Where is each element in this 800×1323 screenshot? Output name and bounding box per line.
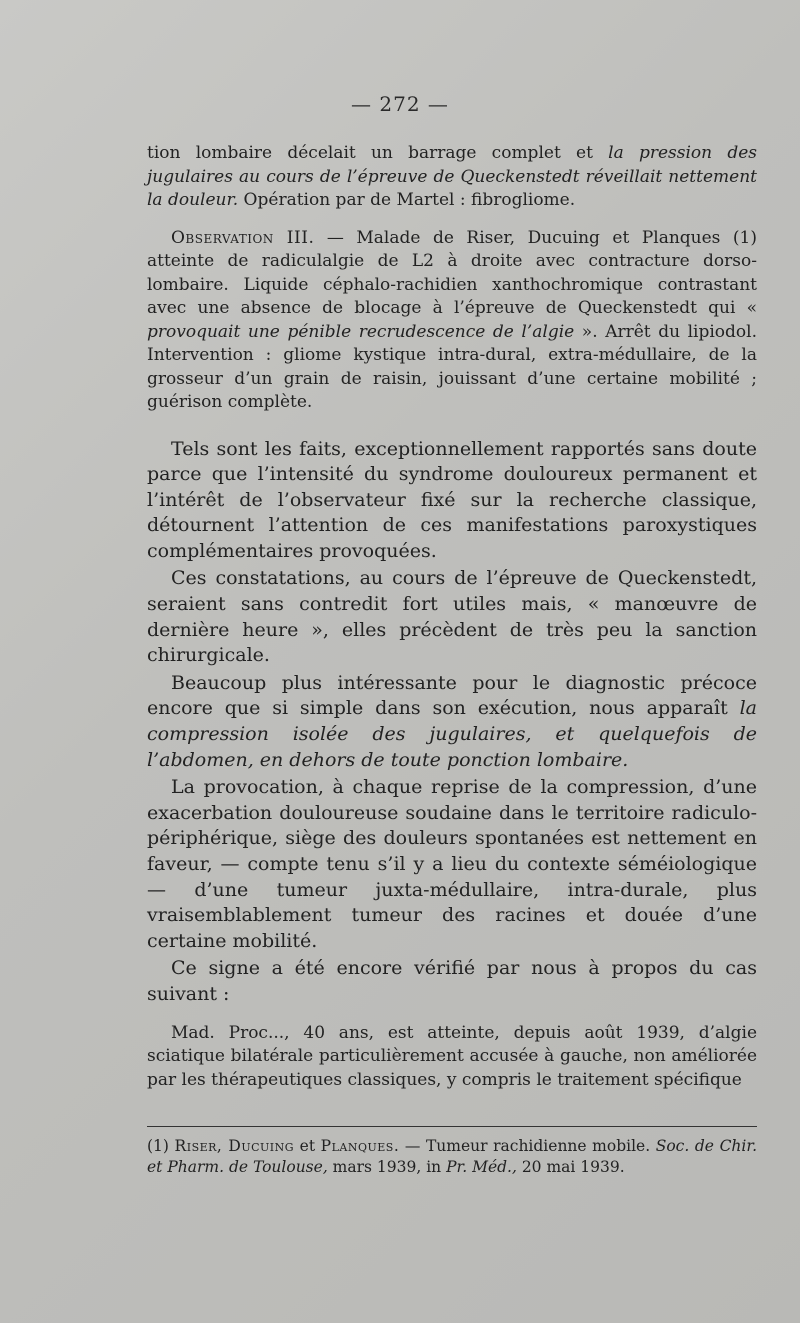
text-run: mars 1939, in (327, 1158, 447, 1176)
text-run: 20 mai 1939. (516, 1158, 625, 1176)
observation-heading: Observation III. (171, 227, 315, 248)
text-run: tion lombaire décelait un barrage complet et (147, 143, 609, 163)
paragraph (147, 775, 757, 954)
text-run: ». Arrêt du lipiodol. Intervention : gliome kystique intra-dural, extra-médullaire, de la grosseur d’un grain de raisin, jouissant d’une certaine mobilité ; guérison complète. (147, 321, 758, 412)
paragraph (147, 671, 757, 773)
italic-run: la compression isolée des jugulaires, et quelquefois de l’abdomen, en dehors de toute ponction lombaire. (147, 697, 757, 771)
paragraph (147, 142, 757, 213)
body-text (147, 142, 757, 1092)
italic-run: provoquait une pénible recrudescence de l’algie (147, 321, 575, 342)
text-run: Mad. Proc..., 40 ans, est atteinte, depuis août 1939, d’algie sciatique bilatérale particulièrement accusée à gauche, non améliorée par les thérapeutiques classiques, y compris le traitement spécifique (147, 1022, 757, 1090)
text-run: — Malade de Riser, Ducuing et Planques (1) atteinte de radiculalgie de L2 à droite avec contracture dorso-lombaire. Liquide céphalo-rachidien xanthochromique contrastant avec une absence de blocage à l’épreuve de Queckenstedt qui « (147, 227, 757, 318)
author-names: Planques. (320, 1137, 400, 1155)
paragraph (147, 956, 757, 1007)
text-run: — Tumeur rachidienne mobile. (399, 1137, 656, 1155)
paragraph (147, 437, 757, 565)
text-run: et (294, 1137, 321, 1155)
text-run: Ces constatations, au cours de l’épreuve de Queckenstedt, seraient sans contredit fort utiles mais, « manœuvre de dernière heure », elles précèdent de très peu la sanction chirurgicale. (147, 567, 757, 667)
author-names: Riser, Ducuing (174, 1137, 295, 1155)
paragraph-observation (147, 227, 757, 415)
journal-name: Pr. Méd., (446, 1158, 517, 1176)
text-run: La provocation, à chaque reprise de la compression, d’une exacerbation douloureuse soudaine dans le territoire radiculo-périphérique, siège des douleurs spontanées est nettement en faveur, — compte tenu s’il y a lieu du contexte séméiologique — d’une tumeur juxta-médullaire, intra-durale, plus vraisemblablement tumeur des racines et douée d’une certaine mobilité. (147, 776, 757, 952)
italic-run: la pression des jugulaires au cours de l’épreuve de Queckenstedt réveillait nettement la douleur. (147, 143, 757, 210)
paragraph-case (147, 1022, 757, 1093)
footnote-marker: (1) (147, 1137, 175, 1155)
page-number: — 272 — (351, 92, 449, 116)
journal-name: Soc. de Chir. et Pharm. de Toulouse, (147, 1137, 757, 1176)
footnote-rule (147, 1126, 757, 1127)
footnote (147, 1136, 757, 1178)
text-run: Ce signe a été encore vérifié par nous à propos du cas suivant : (147, 957, 757, 1005)
text-run: Beaucoup plus intéressante pour le diagnostic précoce encore que si simple dans son exécution, nous apparaît (147, 671, 757, 720)
text-run: Opération par de Martel : fibrogliome. (238, 190, 576, 210)
paragraph (147, 566, 757, 668)
text-run: Tels sont les faits, exceptionnellement rapportés sans doute parce que l’intensité du syndrome douloureux permanent et l’intérêt de l’observateur fixé sur la recherche classique, détournent l’attention de ces manifestations paroxystiques complémentaires provoquées. (147, 437, 757, 562)
